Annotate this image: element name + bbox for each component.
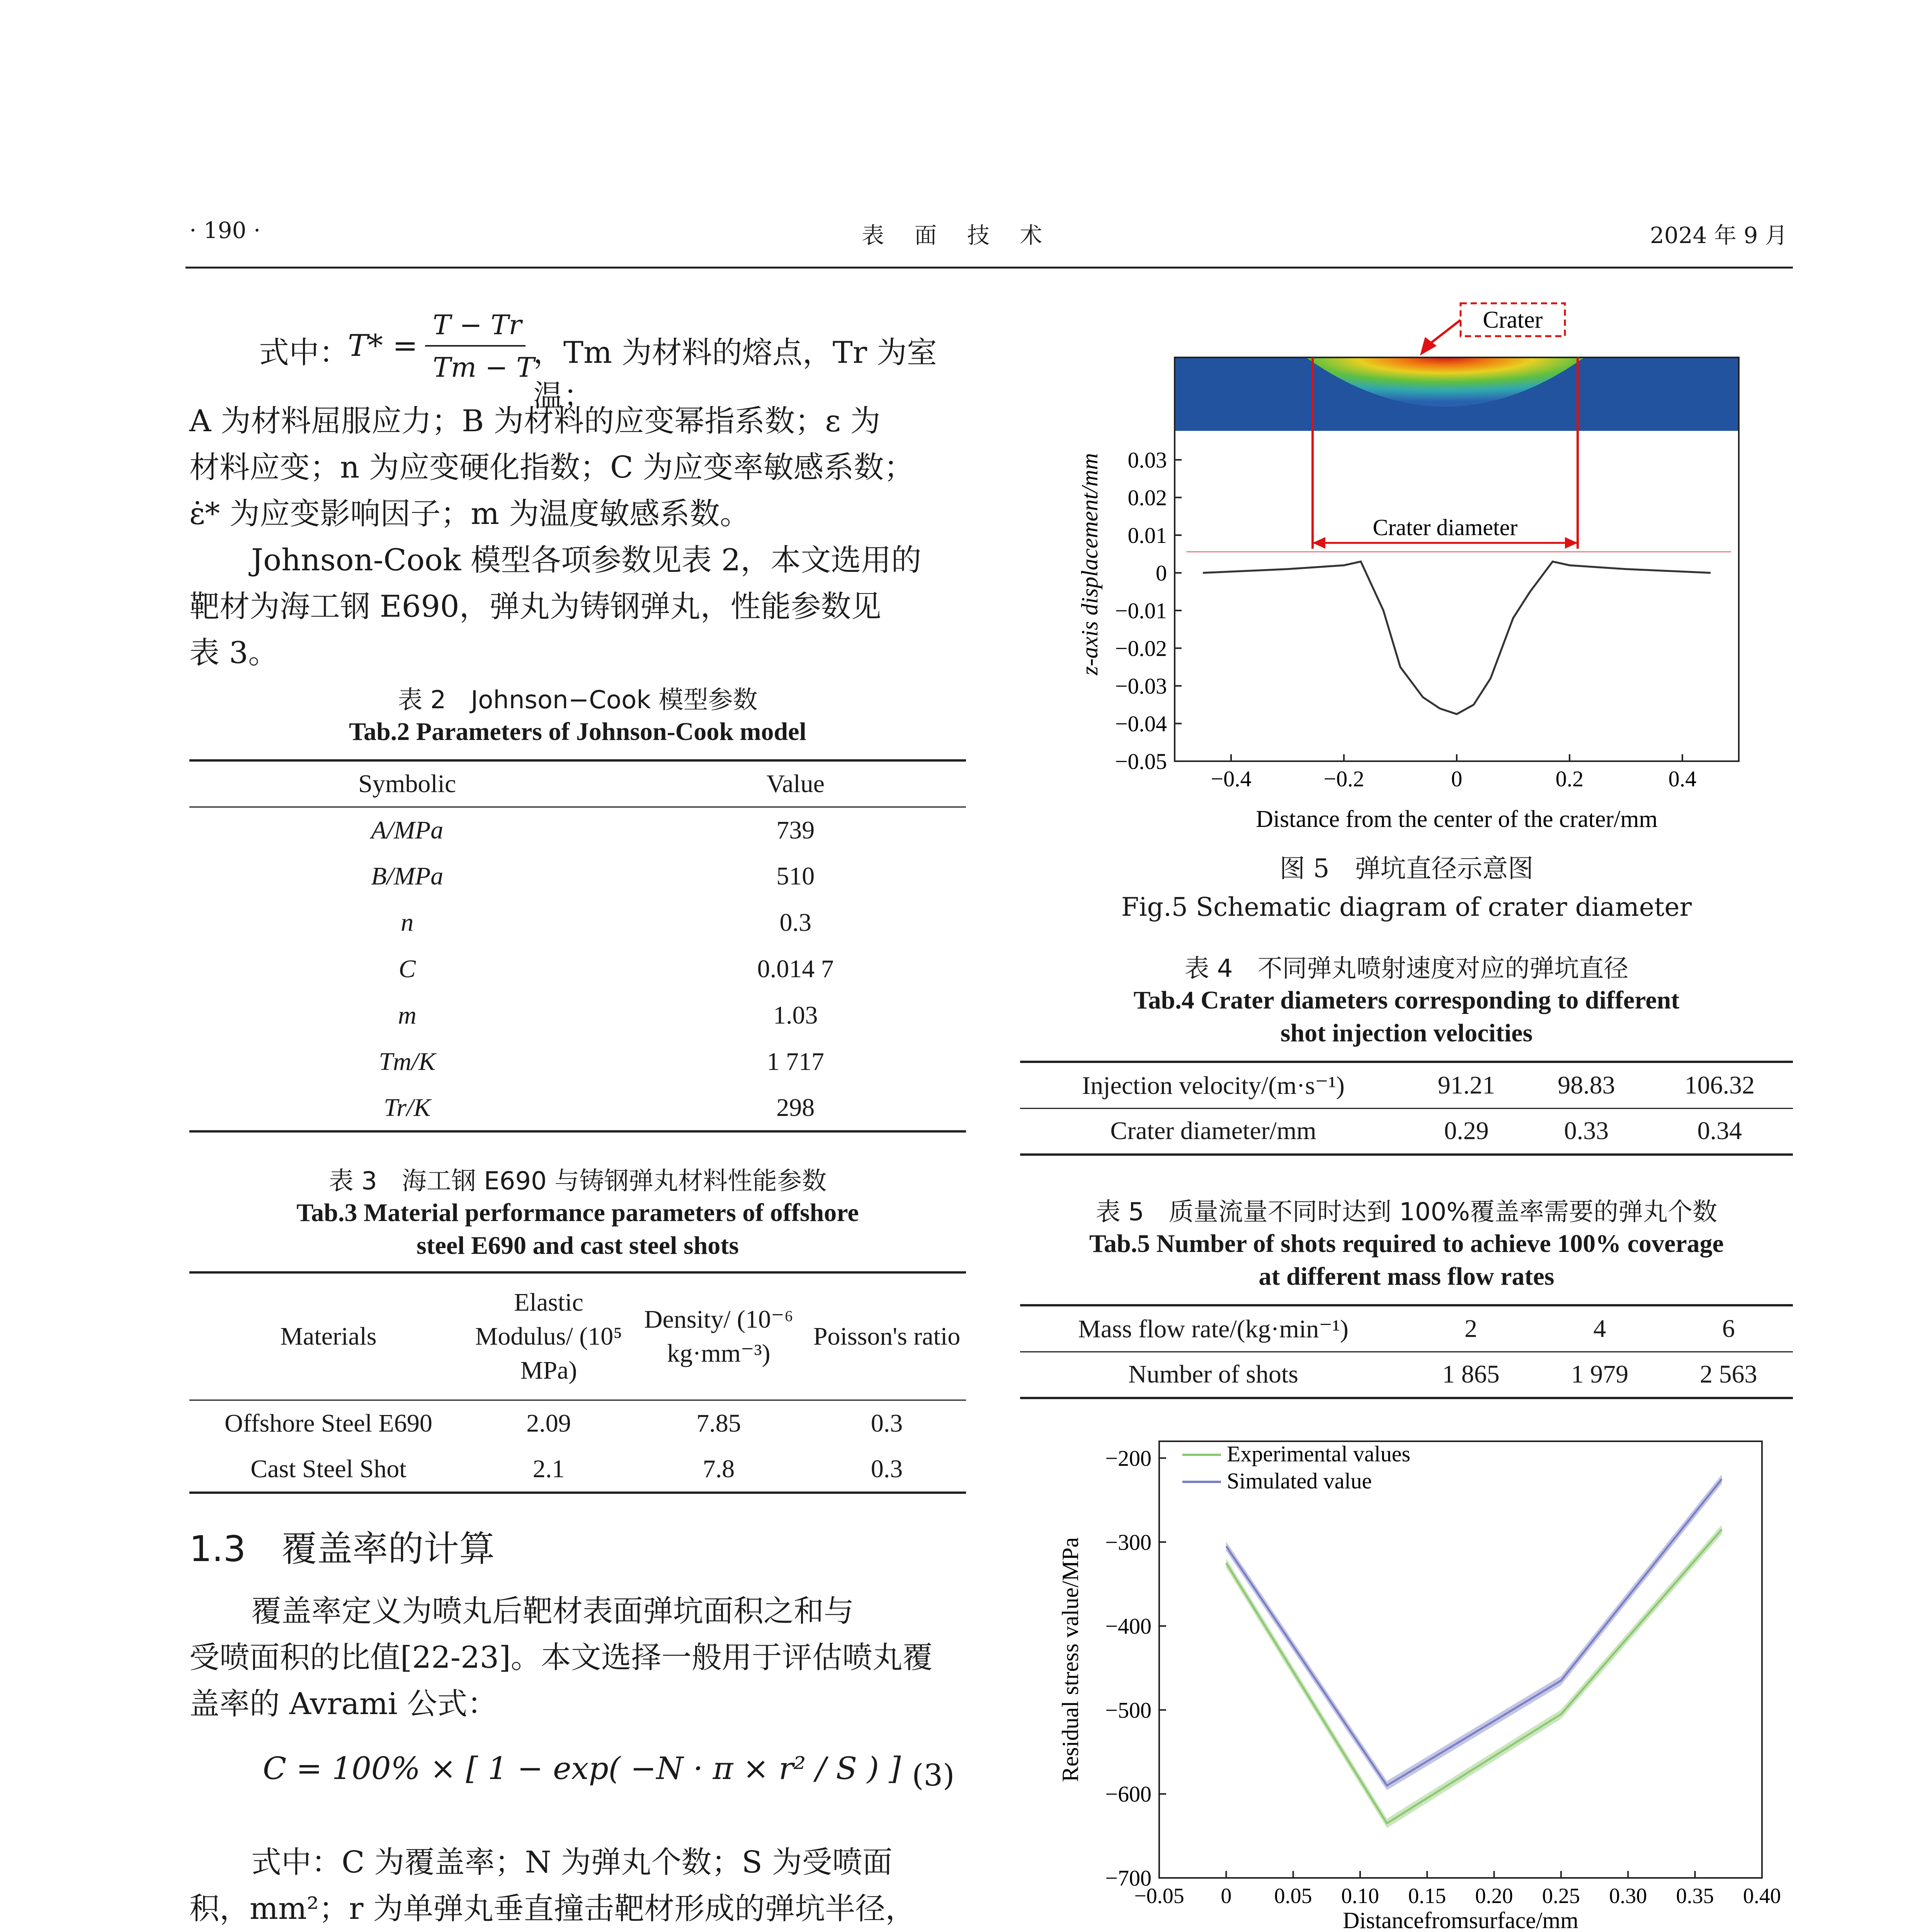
x-tick-label: 0.15 [1408, 1884, 1446, 1908]
y-tick-label: −300 [1105, 1529, 1151, 1555]
fig5-caption-en: Fig.5 Schematic diagram of crater diameter [1121, 892, 1692, 922]
displacement-series [1203, 561, 1711, 714]
error-bands [1226, 1475, 1722, 1828]
x-tick-label: 0.35 [1676, 1884, 1714, 1908]
y-tick-label: −0.03 [1115, 673, 1167, 699]
para-coverage: 覆盖率定义为喷丸后靶材表面弹坑面积之和与 受喷面积的比值[22-23]。本文选择一般用于评估喷丸覆 盖率的 Avrami 公式： [189, 1594, 933, 1721]
y-tick-label: −500 [1105, 1697, 1151, 1723]
y-tick-label: −400 [1105, 1614, 1151, 1639]
y-tick-label: 0 [1156, 560, 1167, 586]
tab3-caption-en-2: steel E690 and cast steel shots [416, 1231, 739, 1260]
tab3-caption-en-1: Tab.3 Material performance parameters of offshore [296, 1199, 859, 1227]
x-axis-label: Distancefromsurface/mm [1343, 1908, 1578, 1932]
error-band [1226, 1475, 1722, 1790]
table-2 [189, 759, 966, 1133]
x-tick-label: 0.40 [1743, 1884, 1781, 1908]
table-row: Crater diameter/mm 0.29 0.33 0.34 [1110, 1117, 1742, 1145]
tab5-caption-en-1: Tab.5 Number of shots required to achieve 100% coverage [1089, 1230, 1724, 1258]
y-axis-label: z-axis displacement/mm [1077, 453, 1102, 675]
y-tick-label: −700 [1105, 1866, 1151, 1891]
tab2-col-value: Value [766, 769, 825, 798]
crater-label: Crater [1483, 307, 1543, 333]
tab3-col-density: Density/ (10⁻⁶ kg·mm⁻³) [644, 1305, 793, 1367]
table-row: Injection velocity/(m·s⁻¹) 91.21 98.83 106.32 [1020, 1062, 1793, 1108]
formula-line: 式中： T* = T − Tr Tm − T ，Tm 为材料的熔点，Tr 为室温； [259, 309, 937, 413]
table-row: Cast Steel Shot 2.1 7.8 0.3 [250, 1454, 903, 1483]
table-5 [1020, 1304, 1793, 1399]
tab3-col-materials: Materials [280, 1322, 377, 1350]
y-tick-label: 0.01 [1128, 523, 1167, 548]
tab2-caption-en: Tab.2 Parameters of Johnson-Cook model [349, 718, 806, 746]
legend-sim-label: Simulated value [1227, 1468, 1372, 1493]
x-axis-ticks [1134, 1871, 1781, 1908]
y-tick-label: −0.05 [1115, 749, 1167, 774]
tab2-col-symbolic: Symbolic [358, 769, 456, 798]
table-row: B/MPa 510 [371, 862, 815, 890]
x-axis-ticks [1211, 754, 1696, 791]
para-symbols: A 为材料屈服应力；B 为材料的应变幂指系数；ε 为 材料应变；n 为应变硬化指数；C 为应变率敏感系数； ε̇* 为应变影响因子；m 为温度敏感系数。 Johnson-Cook 模型各项参数见表 2，本文选用的 靶材为海工钢 E690，弹丸为铸钢弹丸，性能参数见 表 3。 [189, 404, 922, 670]
table-row: Number of shots 1 865 1 979 2 563 [1128, 1360, 1757, 1389]
y-tick-label: −200 [1105, 1446, 1151, 1471]
tab4-caption-en-2: shot injection velocities [1280, 1019, 1533, 1047]
x-tick-label: 0.30 [1609, 1884, 1647, 1908]
section-1-3-heading: 1.3 覆盖率的计算 [189, 1528, 495, 1570]
x-tick-label: −0.4 [1211, 766, 1252, 791]
y-axis-label: Residual stress value/MPa [1058, 1537, 1083, 1782]
table-row: m 1.03 [398, 1001, 818, 1029]
figure-6-residual-stress-chart [1020, 1426, 1793, 1932]
fig5-caption-cn: 图 5 弹坑直径示意图 [1279, 854, 1534, 883]
diameter-arrow-left [1313, 537, 1325, 549]
x-tick-label: 0.25 [1542, 1884, 1580, 1908]
tab5-caption-cn: 表 5 质量流量不同时达到 100%覆盖率需要的弹丸个数 [1095, 1198, 1718, 1226]
para-eq-notes: 式中：C 为覆盖率；N 为弹丸个数；S 为受喷面 积，mm²；r 为单弹丸垂直撞击靶材形成的弹坑半径， [189, 1845, 916, 1926]
x-tick-label: −0.05 [1134, 1884, 1184, 1908]
x-tick-label: 0.10 [1341, 1884, 1379, 1908]
figure-5-crater-chart [1020, 294, 1793, 835]
table-row: Offshore Steel E690 2.09 7.85 0.3 [224, 1409, 903, 1437]
crater-diameter-label: Crater diameter [1372, 515, 1518, 540]
header-rule [185, 267, 1793, 269]
tab4-caption-cn: 表 4 不同弹丸喷射速度对应的弹坑直径 [1184, 954, 1629, 983]
avrami-equation: C = 100% × [ 1 − exp( −N · π × r² / S ) ] [263, 1750, 901, 1786]
tab5-caption-en-2: at different mass flow rates [1259, 1262, 1554, 1291]
x-tick-label: 0 [1221, 1884, 1232, 1908]
tab3-col-modulus: Elastic Modulus/ (10⁵ MPa) [475, 1288, 622, 1384]
x-tick-label: 0 [1451, 766, 1463, 791]
equation-number: (3) [912, 1758, 955, 1793]
table-row: Mass flow rate/(kg·min⁻¹) 2 4 6 [1020, 1305, 1793, 1352]
diameter-arrow-right [1565, 537, 1578, 549]
tab2-caption-cn: 表 2 Johnson−Cook 模型参数 [398, 686, 758, 714]
y-tick-label: −0.04 [1115, 711, 1167, 736]
tab3-col-poisson: Poisson's ratio [813, 1322, 961, 1350]
legend-exp-label: Experimental values [1227, 1441, 1411, 1466]
table-4 [1020, 1061, 1793, 1156]
tab3-caption-cn: 表 3 海工钢 E690 与铸钢弹丸材料性能参数 [328, 1167, 827, 1196]
y-tick-label: −0.01 [1115, 598, 1167, 623]
plot-frame [1159, 1441, 1762, 1878]
x-axis-label: Distance from the center of the crater/mm [1256, 806, 1658, 832]
series-line [1226, 1479, 1722, 1786]
tab4-caption-en-1: Tab.4 Crater diameters corresponding to different [1133, 986, 1680, 1014]
x-tick-label: 0.05 [1274, 1884, 1312, 1908]
table-row: C 0.014 7 [398, 955, 834, 983]
y-tick-label: −0.02 [1115, 636, 1167, 661]
crater-arrow [1430, 320, 1461, 344]
y-tick-label: 0.02 [1128, 485, 1167, 510]
table-row: A/MPa 739 [371, 816, 815, 844]
x-tick-label: 0.4 [1668, 766, 1697, 791]
x-tick-label: 0.20 [1475, 1884, 1513, 1908]
page-number: · 190 · [189, 217, 261, 243]
x-tick-label: −0.2 [1323, 766, 1364, 791]
y-tick-label: −600 [1105, 1781, 1151, 1807]
table-row: Tr/K 298 [384, 1093, 815, 1122]
issue-date: 2024 年 9 月 [1650, 222, 1787, 248]
table-3 [189, 1271, 966, 1494]
x-tick-label: 0.2 [1555, 766, 1584, 791]
journal-title: 表 面 技 术 [862, 222, 1054, 248]
y-axis-ticks [1115, 447, 1182, 774]
table-row: n 0.3 [401, 908, 812, 937]
table-row: Tm/K 1 717 [379, 1048, 825, 1076]
y-tick-label: 0.03 [1128, 447, 1167, 473]
y-axis-ticks [1105, 1446, 1166, 1891]
